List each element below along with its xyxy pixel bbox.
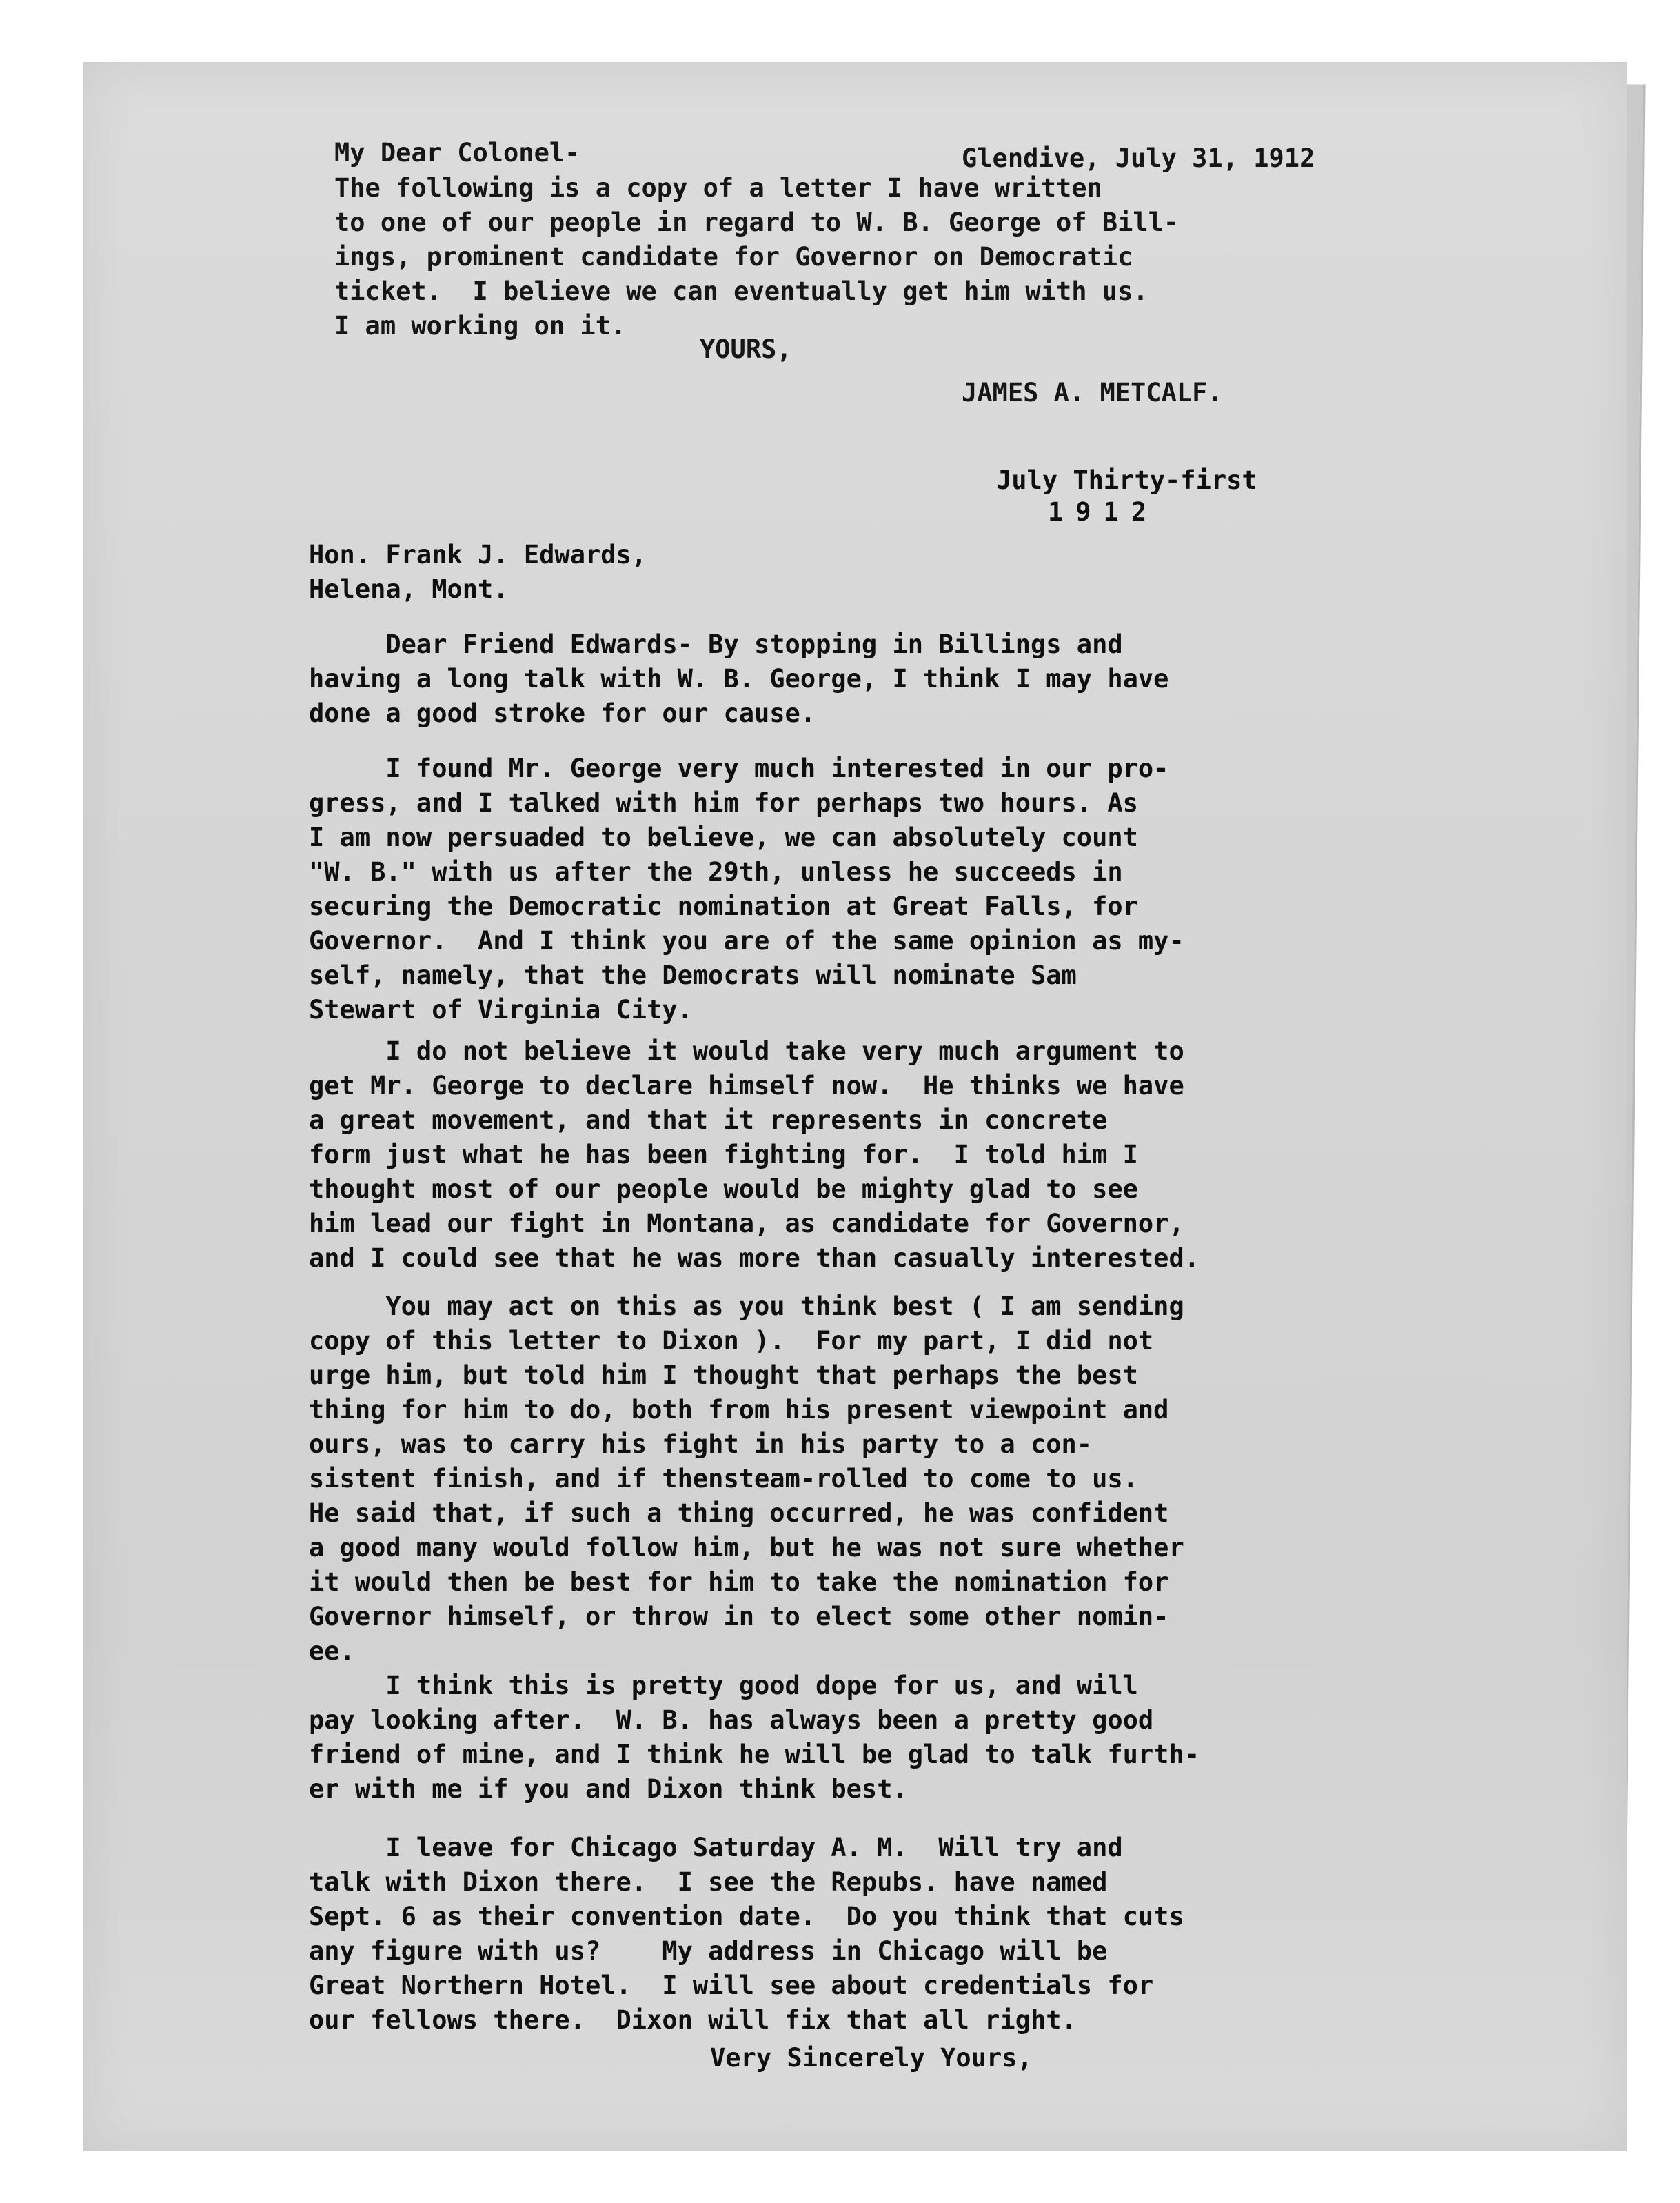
cover-signature: JAMES A. METCALF. [962, 378, 1223, 408]
cover-body: The following is a copy of a letter I have written to one of our people in regard to W. B. George of Bill- ings, prominent candidate for Governor on Democratic ticket. I believe we can eventually get him with us. I am working on it. [334, 173, 1180, 341]
letter-paragraph: I found Mr. George very much interested in our pro- gress, and I talked with him for perhaps two hours. As I am now persuaded to believe, we can absolutely count "W. B." with us after the 29th, unless he succeeds in securing the Democratic nomination at Great Falls, for Governor. And I think you are of the same opinion as my- self, namely, that the Democrats will nominate Sam Stewart of Virginia City. [309, 754, 1184, 1025]
letter-date-year: 1912 [1048, 497, 1160, 527]
cover-closing: YOURS, [700, 334, 792, 364]
cover-salutation: My Dear Colonel- [334, 138, 580, 168]
letter-closing: Very Sincerely Yours, [710, 2043, 1033, 2073]
letter-addressee: Hon. Frank J. Edwards, Helena, Mont. [309, 540, 647, 604]
letter-paragraph: I think this is pretty good dope for us, and will pay looking after. W. B. has always been a pretty good friend of mine, and I think he will be glad to talk furth- er with me if you and Dixon think best. [309, 1671, 1200, 1804]
cover-dateline: Glendive, July 31, 1912 [962, 143, 1315, 173]
letter-paragraph: Dear Friend Edwards- By stopping in Billings and having a long talk with W. B. George, I think I may have done a good stroke for our cause. [309, 630, 1169, 728]
letter-paragraph: You may act on this as you think best ( I am sending copy of this letter to Dixon ). For my part, I did not urge him, but told him I thought that perhaps the best thing for him to do, both from his present viewpoint and ours, was to carry his fight in his party to a con- sistent finish, and if thensteam-rolled to come to us. He said that, if such a thing occurred, he was confident a good many would follow him, but he was not sure whether it would then be best for him to take the nomination for Governor himself, or throw in to elect some other nomin- ee. [309, 1291, 1184, 1666]
letter-paragraph: I do not believe it would take very much argument to get Mr. George to declare himself now. He thinks we have a great movement, and that it represents in concrete form just what he has been fighting for. I told him I thought most of our people would be mighty glad to see him lead our fight in Montana, as candidate for Governor, and I could see that he was more than casually interested. [309, 1036, 1200, 1273]
letter-date-line: July Thirty-first [996, 465, 1257, 495]
letter-paragraph: I leave for Chicago Saturday A. M. Will try and talk with Dixon there. I see the Repubs. have named Sept. 6 as their convention date. Do you think that cuts any figure with us? My address in Chicago will be Great Northern Hotel. I will see about credentials for our fellows there. Dixon will fix that all right. [309, 1833, 1184, 2035]
